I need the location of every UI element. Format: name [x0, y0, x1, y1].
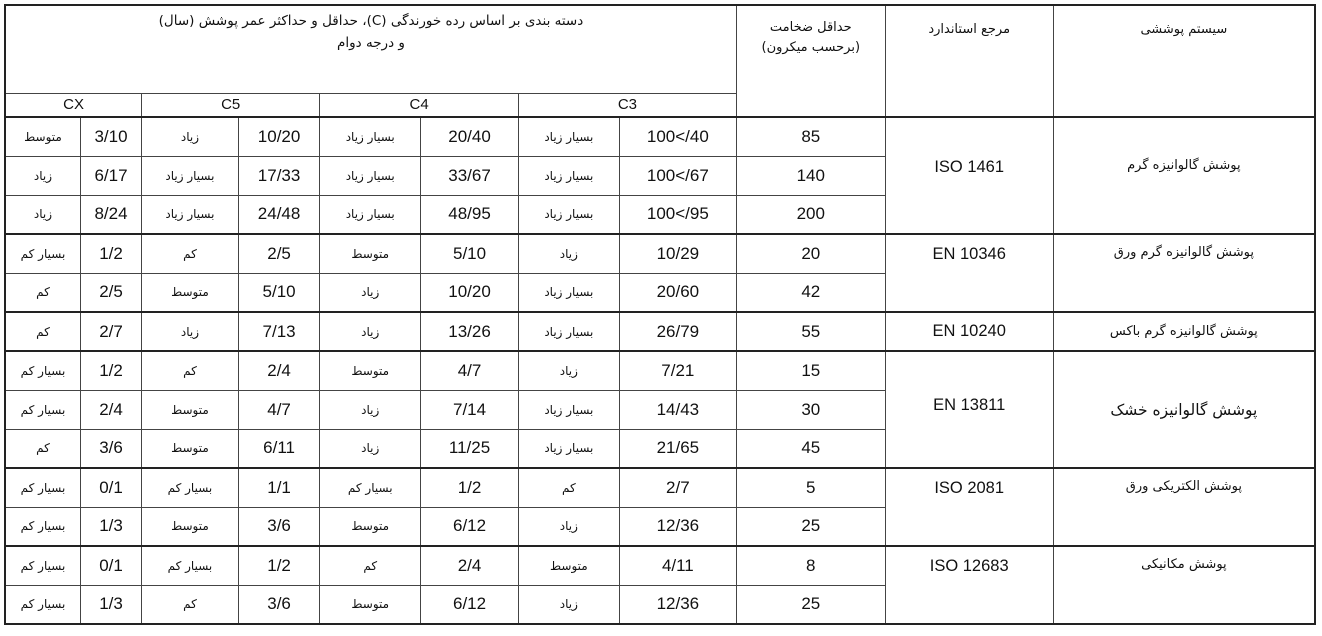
cx-life-value: 6/17: [80, 156, 141, 195]
c3-durability-label: بسیار زیاد: [518, 312, 619, 351]
c5-life-value: 1/1: [238, 468, 319, 507]
header-thickness: [736, 5, 885, 117]
c3-life-value: 7/21: [619, 351, 736, 390]
c4-durability-label: بسیار زیاد: [320, 195, 421, 234]
cx-life-value: 8/24: [80, 195, 141, 234]
c5-life-value: 10/20: [238, 117, 319, 156]
c4-durability-label: متوسط: [320, 234, 421, 273]
table-body: [5, 117, 1315, 624]
c4-life-value: 5/10: [421, 234, 519, 273]
c3-life-value: 4/11: [619, 546, 736, 585]
coating-system-name: پوشش الکتریکی ورق: [1053, 468, 1315, 546]
c5-life-value: 7/13: [238, 312, 319, 351]
c4-durability-label: کم: [320, 546, 421, 585]
thickness-value: 42: [736, 273, 885, 312]
c3-durability-label: بسیار زیاد: [518, 117, 619, 156]
c3-durability-label: زیاد: [518, 585, 619, 624]
c4-durability-label: متوسط: [320, 585, 421, 624]
c5-durability-label: متوسط: [142, 390, 239, 429]
c3-durability-label: متوسط: [518, 546, 619, 585]
coating-system-name: پوشش گالوانیزه خشک: [1053, 351, 1315, 468]
c3-life-value: 14/43: [619, 390, 736, 429]
c4-durability-label: بسیار زیاد: [320, 156, 421, 195]
c4-durability-label: بسیار زیاد: [320, 117, 421, 156]
thickness-value: 5: [736, 468, 885, 507]
cx-durability-label: کم: [5, 429, 80, 468]
table-row: [5, 234, 1315, 273]
cx-durability-label: بسیار کم: [5, 546, 80, 585]
cx-life-value: 1/2: [80, 234, 141, 273]
c3-life-value: 10/29: [619, 234, 736, 273]
c3-durability-label: کم: [518, 468, 619, 507]
c3-life-value: 26/79: [619, 312, 736, 351]
header-category: [5, 5, 736, 93]
standard-reference: EN 13811: [885, 351, 1053, 468]
header-class-cx: CX: [5, 93, 142, 117]
header-standard: مرجع استاندارد: [885, 5, 1053, 117]
header-thickness-line1: حداقل ضخامت: [769, 20, 852, 35]
c3-life-value: 40/>100: [619, 117, 736, 156]
header-thickness-line2: (برحسب میکرون): [761, 40, 861, 55]
cx-life-value: 2/4: [80, 390, 141, 429]
coating-system-name: پوشش گالوانیزه گرم ورق: [1053, 234, 1315, 312]
c4-life-value: 33/67: [421, 156, 519, 195]
thickness-value: 15: [736, 351, 885, 390]
cx-durability-label: بسیار کم: [5, 390, 80, 429]
thickness-value: 200: [736, 195, 885, 234]
c4-life-value: 4/7: [421, 351, 519, 390]
table-row: [5, 546, 1315, 585]
c5-life-value: 1/2: [238, 546, 319, 585]
thickness-value: 25: [736, 585, 885, 624]
cx-durability-label: بسیار کم: [5, 585, 80, 624]
c5-durability-label: زیاد: [142, 312, 239, 351]
c4-durability-label: زیاد: [320, 429, 421, 468]
header-class-c5: C5: [142, 93, 320, 117]
c3-life-value: 2/7: [619, 468, 736, 507]
cx-durability-label: کم: [5, 312, 80, 351]
thickness-value: 20: [736, 234, 885, 273]
c4-durability-label: زیاد: [320, 390, 421, 429]
c4-life-value: 7/14: [421, 390, 519, 429]
header-system: سیستم پوششی: [1053, 5, 1315, 117]
c4-life-value: 13/26: [421, 312, 519, 351]
cx-durability-label: زیاد: [5, 156, 80, 195]
table-row: [5, 351, 1315, 390]
cx-life-value: 0/1: [80, 468, 141, 507]
header-class-c4: C4: [320, 93, 519, 117]
c3-durability-label: بسیار زیاد: [518, 195, 619, 234]
standard-reference: ISO 1461: [885, 117, 1053, 234]
coating-system-name: پوشش گالوانیزه گرم باکس: [1053, 312, 1315, 351]
c3-durability-label: بسیار زیاد: [518, 273, 619, 312]
thickness-value: 25: [736, 507, 885, 546]
cx-life-value: 3/6: [80, 429, 141, 468]
c3-durability-label: زیاد: [518, 351, 619, 390]
c5-durability-label: متوسط: [142, 273, 239, 312]
thickness-value: 140: [736, 156, 885, 195]
standard-reference: ISO 2081: [885, 468, 1053, 546]
c5-durability-label: بسیار کم: [142, 546, 239, 585]
c4-life-value: 6/12: [421, 507, 519, 546]
cx-life-value: 0/1: [80, 546, 141, 585]
thickness-value: 85: [736, 117, 885, 156]
c3-life-value: 67/>100: [619, 156, 736, 195]
cx-durability-label: زیاد: [5, 195, 80, 234]
c3-durability-label: بسیار زیاد: [518, 156, 619, 195]
c3-durability-label: زیاد: [518, 234, 619, 273]
cx-life-value: 1/3: [80, 585, 141, 624]
cx-life-value: 1/2: [80, 351, 141, 390]
cx-durability-label: متوسط: [5, 117, 80, 156]
c4-life-value: 20/40: [421, 117, 519, 156]
cx-durability-label: بسیار کم: [5, 507, 80, 546]
c5-durability-label: زیاد: [142, 117, 239, 156]
coating-durability-table: [4, 4, 1316, 625]
cx-life-value: 2/7: [80, 312, 141, 351]
cx-durability-label: بسیار کم: [5, 234, 80, 273]
header-class-c3: C3: [518, 93, 736, 117]
c5-life-value: 2/5: [238, 234, 319, 273]
header-category-line1: دسته بندی بر اساس رده خورندگی (C)، حداقل و حداکثر عمر پوشش (سال): [158, 13, 584, 29]
cx-life-value: 2/5: [80, 273, 141, 312]
c3-life-value: 95/>100: [619, 195, 736, 234]
c3-life-value: 12/36: [619, 585, 736, 624]
thickness-value: 45: [736, 429, 885, 468]
c4-life-value: 48/95: [421, 195, 519, 234]
c5-durability-label: بسیار کم: [142, 468, 239, 507]
c3-durability-label: بسیار زیاد: [518, 429, 619, 468]
thickness-value: 8: [736, 546, 885, 585]
thickness-value: 30: [736, 390, 885, 429]
table-row: [5, 312, 1315, 351]
c5-life-value: 3/6: [238, 507, 319, 546]
cx-life-value: 3/10: [80, 117, 141, 156]
table-row: [5, 468, 1315, 507]
standard-reference: EN 10346: [885, 234, 1053, 312]
c4-life-value: 10/20: [421, 273, 519, 312]
c5-life-value: 17/33: [238, 156, 319, 195]
c4-life-value: 2/4: [421, 546, 519, 585]
standard-reference: EN 10240: [885, 312, 1053, 351]
c4-durability-label: متوسط: [320, 507, 421, 546]
c3-life-value: 20/60: [619, 273, 736, 312]
thickness-value: 55: [736, 312, 885, 351]
c5-life-value: 2/4: [238, 351, 319, 390]
coating-system-name: پوشش گالوانیزه گرم: [1053, 117, 1315, 234]
c4-durability-label: بسیار کم: [320, 468, 421, 507]
c3-life-value: 12/36: [619, 507, 736, 546]
c3-durability-label: زیاد: [518, 507, 619, 546]
c5-durability-label: متوسط: [142, 507, 239, 546]
c5-life-value: 6/11: [238, 429, 319, 468]
c4-durability-label: زیاد: [320, 273, 421, 312]
cx-durability-label: کم: [5, 273, 80, 312]
c5-durability-label: کم: [142, 351, 239, 390]
c5-life-value: 4/7: [238, 390, 319, 429]
table-row: [5, 117, 1315, 156]
c5-durability-label: متوسط: [142, 429, 239, 468]
c4-durability-label: متوسط: [320, 351, 421, 390]
c5-durability-label: کم: [142, 234, 239, 273]
c5-life-value: 3/6: [238, 585, 319, 624]
cx-durability-label: بسیار کم: [5, 468, 80, 507]
c5-durability-label: بسیار زیاد: [142, 156, 239, 195]
standard-reference: ISO 12683: [885, 546, 1053, 624]
header-category-line2: و درجه دوام: [337, 35, 405, 51]
c5-durability-label: کم: [142, 585, 239, 624]
cx-life-value: 1/3: [80, 507, 141, 546]
c4-life-value: 11/25: [421, 429, 519, 468]
c3-durability-label: بسیار زیاد: [518, 390, 619, 429]
cx-durability-label: بسیار کم: [5, 351, 80, 390]
coating-system-name: پوشش مکانیکی: [1053, 546, 1315, 624]
c3-life-value: 21/65: [619, 429, 736, 468]
c4-life-value: 6/12: [421, 585, 519, 624]
c4-durability-label: زیاد: [320, 312, 421, 351]
c5-durability-label: بسیار زیاد: [142, 195, 239, 234]
c5-life-value: 24/48: [238, 195, 319, 234]
c5-life-value: 5/10: [238, 273, 319, 312]
c4-life-value: 1/2: [421, 468, 519, 507]
